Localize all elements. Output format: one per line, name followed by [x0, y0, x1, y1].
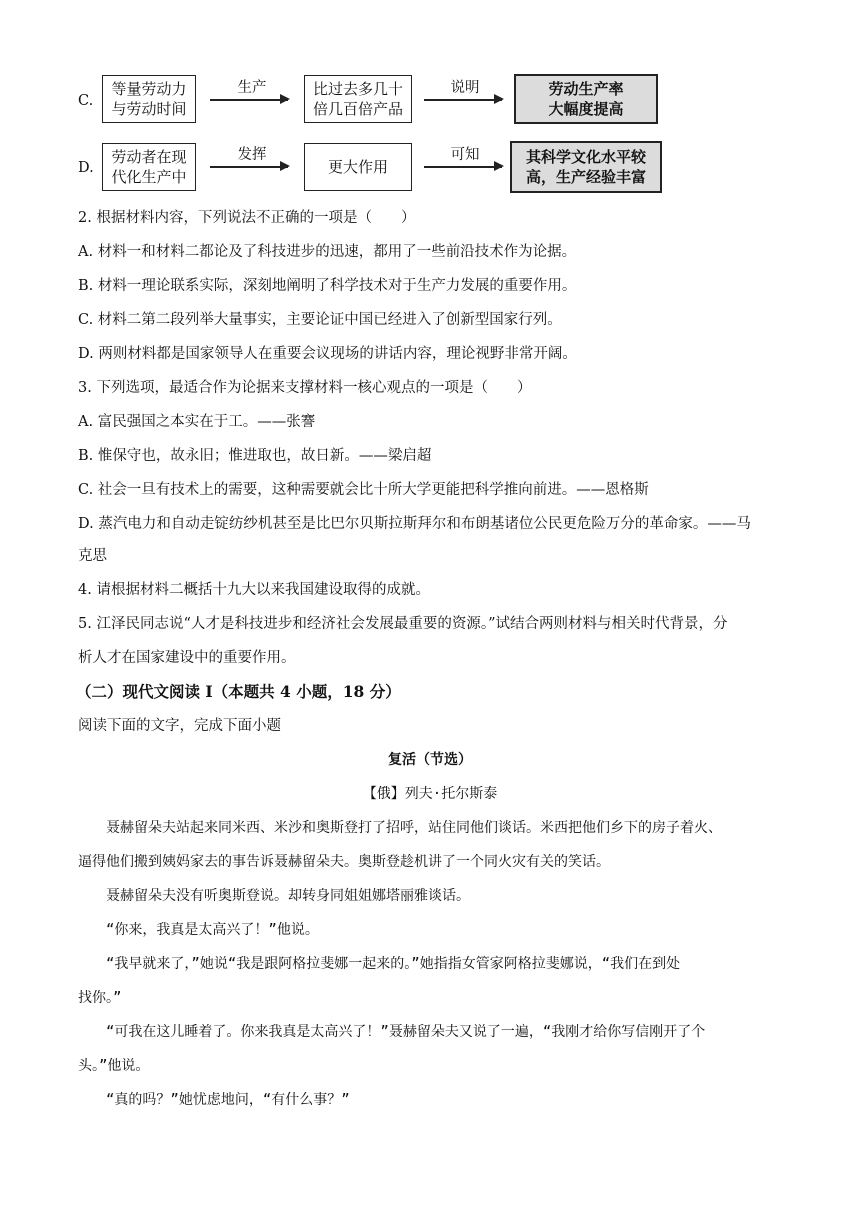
story-author: 【俄】列夫·托尔斯泰 [362, 786, 498, 802]
story-paragraph-5-line-1: “可我在这儿睡着了。你来我真是太高兴了！”聂赫留朵夫又说了一遍，“我刚才给你写信刚开了个 [106, 1024, 706, 1040]
flow-c-arrow-1-label: 生产 [237, 80, 267, 96]
flow-c-arrow-2-label: 说明 [450, 80, 480, 96]
flow-c-box-2 [304, 75, 412, 123]
story-paragraph-1-line-2: 逼得他们搬到姨妈家去的事告诉聂赫留朵夫。奥斯登趁机讲了一个同火灾有关的笑话。 [78, 854, 610, 870]
story-paragraph-6: “真的吗？”她忧虑地问，“有什么事？” [106, 1092, 350, 1108]
question-3-option-c: C. 社会一旦有技术上的需要，这种需要就会比十所大学更能把科学推向前进。——恩格斯 [78, 482, 649, 498]
reading-instruction: 阅读下面的文字，完成下面小题 [78, 718, 281, 734]
flow-d-arrow-2 [424, 166, 502, 168]
question-3-option-a: A. 富民强国之本实在于工。——张謇 [78, 414, 316, 430]
flow-d-arrow-2-label: 可知 [450, 147, 480, 163]
flow-d-box-2 [304, 143, 412, 191]
flow-d-box-3 [510, 141, 662, 193]
section-heading: （二）现代文阅读 I（本题共 4 小题，18 分） [76, 682, 401, 701]
flow-c-box-1 [102, 75, 196, 123]
option-letter-d: D. [78, 160, 94, 176]
flow-d-box-1-line-1: 劳动者在现 [111, 148, 187, 166]
story-paragraph-3: “你来，我真是太高兴了！”他说。 [106, 922, 319, 938]
story-paragraph-4-line-1: “我早就来了，”她说“我是跟阿格拉斐娜一起来的。”她指指女管家阿格拉斐娜说，“我们在到处 [106, 956, 681, 972]
flow-d-arrow-1-label: 发挥 [237, 147, 267, 163]
flow-c-box-3-line-1: 劳动生产率 [548, 80, 624, 98]
flow-c-box-3-line-2: 大幅度提高 [548, 100, 624, 118]
question-2-option-d: D. 两则材料都是国家领导人在重要会议现场的讲话内容，理论视野非常开阔。 [78, 346, 577, 362]
question-2-option-c: C. 材料二第二段列举大量事实，主要论证中国已经进入了创新型国家行列。 [78, 312, 562, 328]
option-letter-c: C. [78, 93, 94, 109]
question-2-stem: 2. 根据材料内容，下列说法不正确的一项是（ ） [78, 210, 416, 226]
flow-d-box-3-line-2: 高，生产经验丰富 [525, 168, 646, 186]
question-2-option-a: A. 材料一和材料二都论及了科技进步的迅速，都用了一些前沿技术作为论据。 [78, 244, 577, 260]
flow-c-box-1-line-2: 与劳动时间 [111, 100, 187, 118]
story-paragraph-1-line-1: 聂赫留朵夫站起来同米西、米沙和奥斯登打了招呼，站住同他们谈话。米西把他们乡下的房子着火、 [106, 820, 722, 836]
flow-d-box-1 [102, 143, 196, 191]
flow-c-arrow-1 [210, 99, 288, 101]
story-paragraph-5-line-2: 头。”他说。 [78, 1058, 150, 1074]
flow-d-box-3-line-1: 其科学文化水平较 [525, 148, 646, 166]
flow-c-box-2-line-1: 比过去多几十 [312, 80, 403, 98]
flow-c-box-1-line-1: 等量劳动力 [111, 80, 187, 98]
story-paragraph-2: 聂赫留朵夫没有听奥斯登说。却转身同姐姐娜塔丽雅谈话。 [106, 888, 470, 904]
question-3-stem: 3. 下列选项，最适合作为论据来支撑材料一核心观点的一项是（ ） [78, 380, 532, 396]
question-2-option-b: B. 材料一理论联系实际，深刻地阐明了科学技术对于生产力发展的重要作用。 [78, 278, 577, 294]
story-paragraph-4-line-2: 找你。” [78, 990, 122, 1006]
question-4-stem: 4. 请根据材料二概括十九大以来我国建设取得的成就。 [78, 582, 430, 598]
flow-d-box-1-line-2: 代化生产中 [111, 168, 187, 186]
flow-d-box-2-line-1: 更大作用 [327, 158, 388, 176]
question-5-stem: 5. 江泽民同志说“人才是科技进步和经济社会发展最重要的资源。”试结合两则材料与相关时代背景，分 [78, 616, 728, 632]
flow-c-box-3 [514, 74, 658, 124]
story-title: 复活（节选） [388, 752, 472, 768]
flow-c-arrow-2 [424, 99, 502, 101]
question-3-option-d: D. 蒸汽电力和自动走锭纺纱机甚至是比巴尔贝斯拉斯拜尔和布朗基诸位公民更危险万分的革命家。——马 [78, 516, 751, 532]
question-5-stem-cont: 析人才在国家建设中的重要作用。 [78, 650, 296, 666]
flow-c-box-2-line-2: 倍几百倍产品 [312, 100, 403, 118]
flow-d-arrow-1 [210, 166, 288, 168]
question-3-option-b: B. 惟保守也，故永旧；惟进取也，故日新。——梁启超 [78, 448, 432, 464]
question-3-option-d-cont: 克思 [78, 548, 107, 564]
